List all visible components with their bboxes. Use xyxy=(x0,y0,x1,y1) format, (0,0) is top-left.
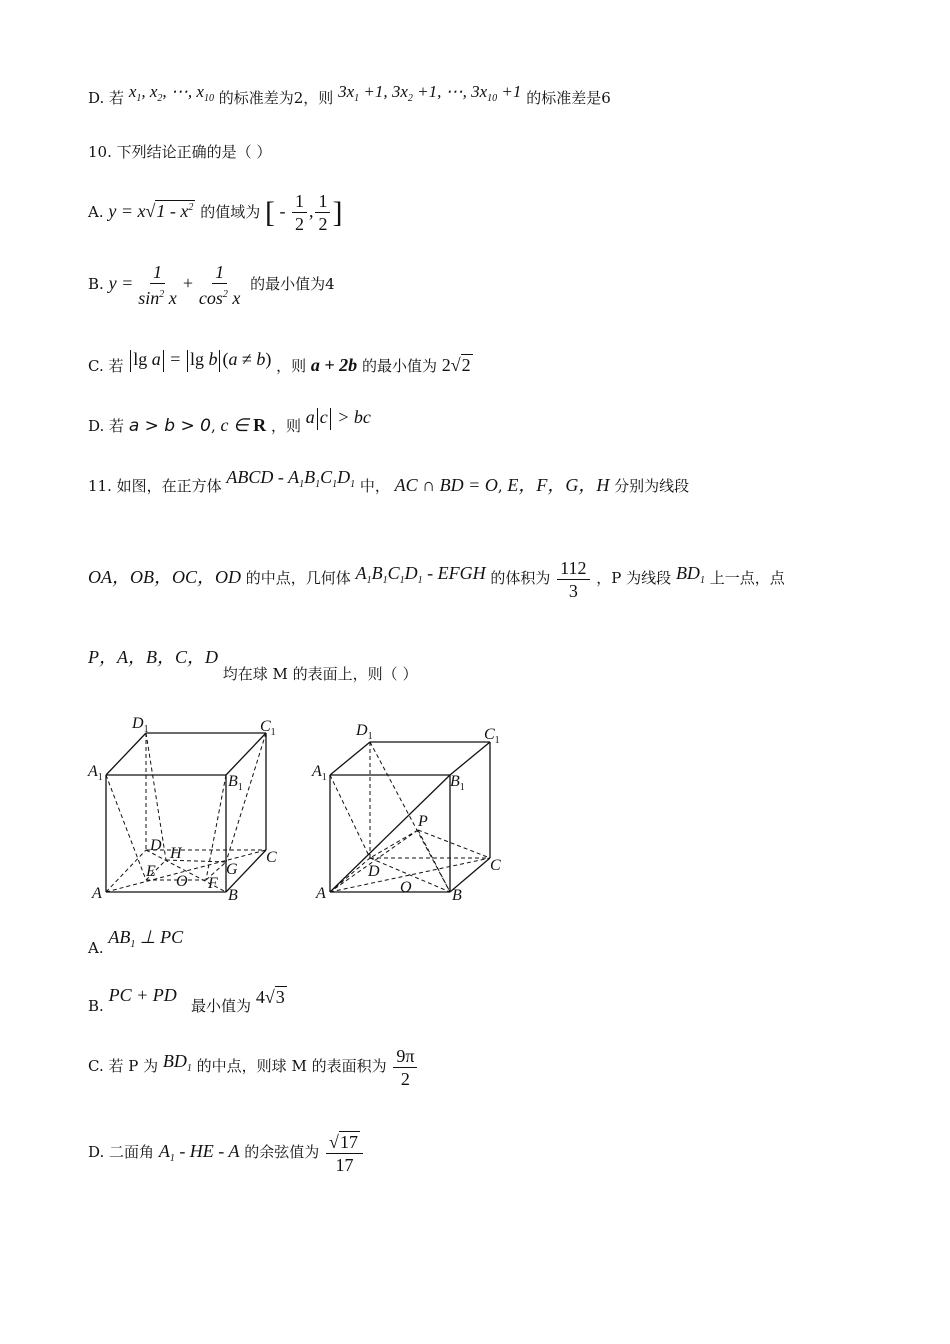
q10-stem: 10. 下列结论正确的是（ ） xyxy=(88,143,272,161)
left-cube xyxy=(106,733,266,892)
right-label-C: C xyxy=(490,857,501,874)
q9-d-mid: 的标准差为2，则 xyxy=(218,89,334,107)
q10-d-mid: ，则 xyxy=(270,417,301,435)
q11-opt-c-mid: 的中点，则球 M 的表面积为 xyxy=(196,1057,387,1075)
q11-opt-b-prefix: B. xyxy=(88,997,104,1015)
right-label-B1: $B_1$ xyxy=(450,773,465,793)
q11-stem-line2 xyxy=(88,550,785,612)
left-label-C: C xyxy=(266,849,277,866)
q10-option-c xyxy=(88,350,473,381)
q11-opt-a-prefix: A. xyxy=(88,939,104,957)
q11-opt-b-text: 最小值为 xyxy=(191,997,252,1015)
left-label-G: G xyxy=(226,861,238,878)
q11-stem-prefix: 11. 如图，在正方体 xyxy=(88,477,222,495)
right-label-P: P xyxy=(418,813,428,830)
q11-option-c xyxy=(88,1040,419,1098)
right-label-O: O xyxy=(400,879,412,896)
q11-opt-c-prefix: C. 若 P 为 xyxy=(88,1057,159,1075)
q10-d-cond1: a > b > 0 xyxy=(128,416,211,436)
q10-option-a xyxy=(88,190,342,235)
q11-opt-d-value: $\frac{√17}{17}$ xyxy=(326,1131,363,1176)
q10-b-expr: y = $\frac{1}{\sin^2 x}$ + $\frac{1}{\cos^2 x}$ xyxy=(108,261,241,308)
q11-bd1: $BD_1$ xyxy=(675,563,705,586)
q10-c-suffix: 的最小值为 xyxy=(361,357,437,375)
q10-b-suffix: 的最小值为4 xyxy=(250,275,335,293)
q10-c-mid: ，则 xyxy=(276,357,307,375)
left-label-D1: $D_1$ xyxy=(132,715,149,735)
q10-a-range: [ - $\frac{1}{2}$ , $\frac{1}{2}$ ] xyxy=(264,191,343,235)
q11-intersect: AC ∩ BD = O xyxy=(394,475,498,495)
q10-c-value: 2√2 xyxy=(441,355,471,375)
q10-d-expr: a c > bc xyxy=(306,407,371,427)
q10-d-prefix: D. 若 xyxy=(88,417,125,435)
q10-c-prefix: C. 若 xyxy=(88,357,124,375)
q11-opt-d-text: 的余弦值为 xyxy=(244,1143,320,1161)
q9-d-seq2: $3x_1 +1$, $3x_2 +1$, ⋯, $3x_{10} +1$ xyxy=(338,82,522,104)
right-label-D: D xyxy=(368,863,380,880)
q11-option-d xyxy=(88,1124,365,1186)
q10-a-mid: 的值域为 xyxy=(200,203,261,221)
left-label-F: F xyxy=(208,875,218,892)
q11-opt-a-expr: $AB_1$ ⊥ PC xyxy=(108,927,184,950)
q11-line2-end: 上一点，点 xyxy=(709,569,785,587)
q11-opt-c-value: $\frac{9\pi}{2}$ xyxy=(393,1045,417,1090)
q11-cube: ABCD - $A_1B_1C_1D_1$ xyxy=(226,467,356,490)
q11-stem-end: 分别为线段 xyxy=(614,477,690,495)
q11-opt-c-bd1: $BD_1$ xyxy=(162,1051,192,1074)
q11-p-text: ，P 为线段 xyxy=(596,569,672,587)
q10-a-prefix: A. xyxy=(88,203,104,221)
left-label-B1: $B_1$ xyxy=(228,773,243,793)
left-label-A1: $A_1$ xyxy=(88,763,103,783)
left-label-D: D xyxy=(150,837,162,854)
left-label-H: H xyxy=(170,845,182,862)
q11-volume: $\frac{112}{3}$ xyxy=(557,557,589,602)
q10-a-expr: $y = x√1 - x^2$ xyxy=(108,201,194,221)
q11-line2-mid: 的中点，几何体 xyxy=(245,569,351,587)
left-label-B: B xyxy=(228,887,238,904)
q10-c-expr: a + 2b xyxy=(310,355,358,375)
q9-d-prefix: D. 若 xyxy=(88,89,125,107)
q10-c-cond: lg a = lg b (a ≠ b) xyxy=(128,349,271,369)
cube-figures xyxy=(0,710,950,910)
q11-segments: OA，OB，OC，OD xyxy=(88,567,241,587)
q10-option-b xyxy=(88,260,335,309)
left-label-O: O xyxy=(176,873,188,890)
left-cube-hidden xyxy=(106,733,266,892)
left-label-E: E xyxy=(146,863,156,880)
q11-vol-text: 的体积为 xyxy=(490,569,551,587)
left-label-C1: $C_1$ xyxy=(260,718,276,738)
q11-opt-b-expr: PC + PD xyxy=(108,985,177,1005)
left-label-A: A xyxy=(92,885,102,902)
q11-line3-points: P，A，B，C，D xyxy=(88,647,218,667)
q11-opt-d-prefix: D. 二面角 xyxy=(88,1143,155,1161)
right-label-C1: $C_1$ xyxy=(484,726,500,746)
q11-opt-d-angle: $A_1$ - HE - A xyxy=(158,1141,240,1164)
right-label-D1: $D_1$ xyxy=(356,722,373,742)
right-label-B: B xyxy=(452,887,462,904)
q10-d-cond2: c ∈ R xyxy=(220,415,267,435)
q10-b-prefix: B. xyxy=(88,275,104,293)
q9-option-d xyxy=(88,82,611,115)
q11-option-b xyxy=(88,982,287,1013)
right-label-A1: $A_1$ xyxy=(312,763,327,783)
q11-stem-line3 xyxy=(88,647,418,683)
q11-solid: $A_1B_1C_1D_1$ - EFGH xyxy=(355,563,486,586)
q11-points: E，F，G，H xyxy=(507,475,610,495)
q11-option-a xyxy=(88,924,183,962)
q10-option-d: D. 若 a > b > 0, c ∈ R ，则 a c > bc xyxy=(88,407,371,436)
q11-stem-line1: 11. 如图，在正方体 ABCD - $A_1B_1C_1D_1$ 中， AC ∩ BD = O, E，F，G，H 分别为线段 xyxy=(88,467,690,495)
q9-d-suffix: 的标准差是6 xyxy=(526,89,611,107)
q11-line3-text: 均在球 M 的表面上，则（ ） xyxy=(222,665,418,683)
q11-stem-mid: 中， xyxy=(359,477,390,495)
q9-d-seq1: $x_1$, $x_2$, ⋯, $x_{10}$ xyxy=(128,82,214,104)
right-label-A: A xyxy=(316,885,326,902)
q11-opt-b-value: 4√3 xyxy=(255,987,285,1007)
